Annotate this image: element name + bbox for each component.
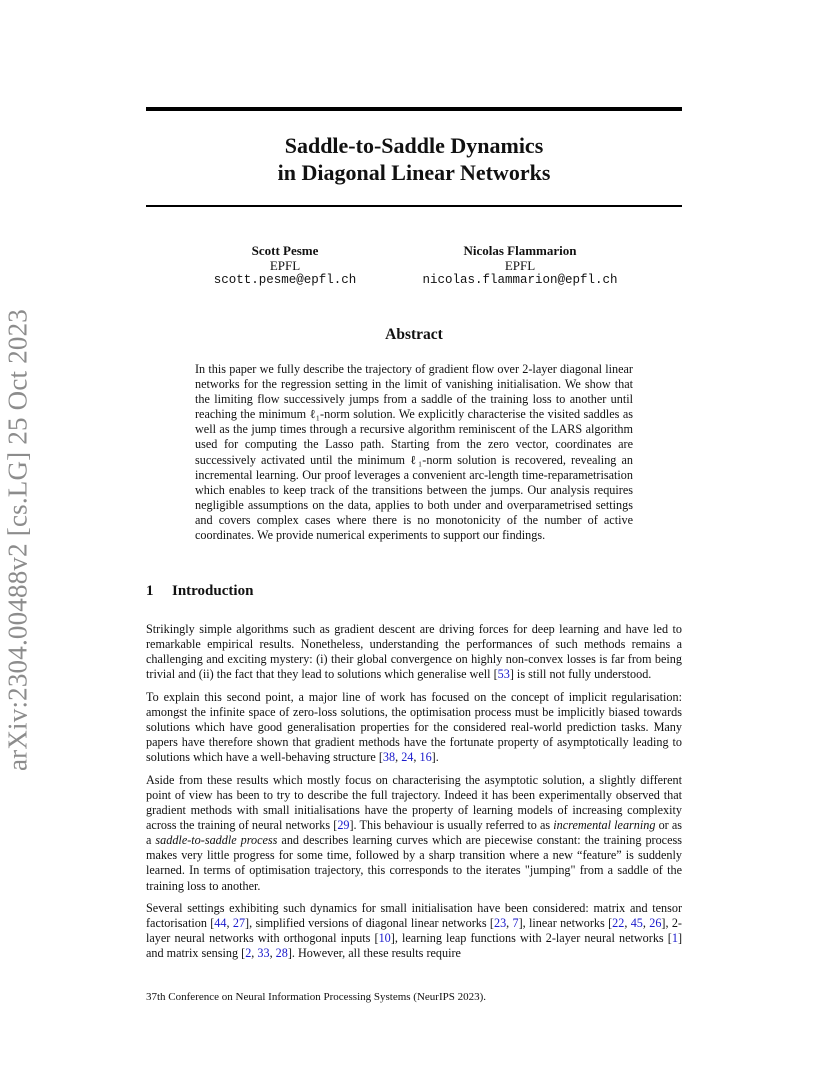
citation-link[interactable]: 1 bbox=[671, 931, 678, 946]
author-name: Nicolas Flammarion bbox=[463, 243, 577, 258]
abstract-text-3: -norm solution is recovered, revealing an incremental learning. Our proof leverages a convenient arc-length time-reparametrisation which enables to keep track of the transitions between the jumps. Our analysis requires negligible assumptions on the data, applies to both under and overparametrised settings and covers complex cases where there is no monotonicity of the number of active coordinates. We provide numerical experiments to support our findings. bbox=[195, 452, 633, 543]
paragraph-text: ]. However, all these results require bbox=[287, 946, 461, 961]
citation-link[interactable]: 27 bbox=[232, 916, 246, 931]
title-line-2: in Diagonal Linear Networks bbox=[277, 160, 551, 185]
paragraph-text: Several settings exhibiting such dynamics for small initialisation have been considered: matrix and tensor factorisation [ bbox=[146, 901, 682, 931]
citation-link[interactable]: 33 bbox=[257, 946, 270, 961]
intro-paragraph-2: To explain this second point, a major line of work has focused on the concept of implicit regularisation: amongst the infinite space of zero-loss solutions, the optimisation process must be implicitly biased towards solutions which have good generalisation properties for the considered real-world prediction tasks. Many papers have therefore shown that gradient methods have the fortunate property of asymptotically leading to solutions which have a well-behaving structure [38, 24, 16]. bbox=[146, 689, 682, 765]
title-line-1: Saddle-to-Saddle Dynamics bbox=[284, 133, 544, 158]
author-affiliation: EPFL bbox=[269, 258, 301, 273]
citation-link[interactable]: 38 bbox=[382, 750, 396, 765]
citation-link[interactable]: 10 bbox=[378, 931, 391, 946]
paragraph-text: ]. bbox=[431, 750, 439, 765]
paper-title bbox=[146, 132, 682, 186]
introduction-body bbox=[146, 622, 682, 969]
title-bottom-rule bbox=[146, 205, 682, 207]
paragraph-text: To explain this second point, a major line of work has focused on the concept of implicit regularisation: amongst the infinite space of zero-loss solutions, the optimisation process must be implicitly biased towards solutions which have good generalisation properties for the considered real-world prediction tasks. Many papers have therefore shown that gradient methods have the fortunate property of asymptotically leading to solutions which have a well-behaving structure [ bbox=[146, 689, 682, 765]
citation-link[interactable]: 28 bbox=[275, 946, 288, 961]
title-top-rule bbox=[146, 107, 682, 111]
paragraph-text: ], linear networks [ bbox=[518, 916, 613, 931]
intro-paragraph-3 bbox=[146, 773, 682, 894]
citation-link[interactable]: 53 bbox=[497, 667, 510, 682]
citation-link[interactable]: 29 bbox=[337, 818, 350, 833]
citation-link[interactable]: 23 bbox=[493, 916, 507, 931]
paragraph-text: and describes learning curves which are piecewise constant: the training process makes very little progress for some time, followed by a sharp transition where a new “feature” is suddenly learned. In terms of optimisation trajectory, this corresponds to the iterates "jumping" from a saddle of the training loss to another. bbox=[146, 833, 682, 893]
paragraph-text: ], learning leap functions with 2-layer neural networks [ bbox=[390, 931, 672, 946]
paragraph-text: ] is still not fully understood. bbox=[509, 667, 652, 682]
author-name: Scott Pesme bbox=[251, 243, 319, 258]
citation-link[interactable]: 22 bbox=[612, 916, 625, 931]
paragraph-text: or as a bbox=[146, 818, 682, 848]
paragraph-text: ], 2-layer neural networks with orthogonal inputs [ bbox=[146, 916, 682, 946]
intro-paragraph-4: Several settings exhibiting such dynamics for small initialisation have been considered: matrix and tensor factorisation [44, 27], simplified versions of diagonal linear networks [23, 7], linear networks [22, 45, 26], 2-layer neural networks with orthogonal inputs [10], learning leap functions with 2-layer neural networks [1] and matrix sensing [2, 33, 28]. However, all these results require bbox=[146, 901, 682, 961]
emphasis-term: incremental learning bbox=[553, 818, 656, 833]
paragraph-text: ], simplified versions of diagonal linear networks [ bbox=[245, 916, 494, 931]
author-block-1 bbox=[180, 243, 390, 288]
citation-link[interactable]: 45 bbox=[630, 916, 643, 931]
section-number: 1 bbox=[146, 583, 154, 599]
conference-footer: 37th Conference on Neural Information Processing Systems (NeurIPS 2023). bbox=[146, 991, 487, 1003]
paragraph-text: Strikingly simple algorithms such as gradient descent are driving forces for deep learning and have led to remarkable empirical results. Nonetheless, understanding the performances of such methods remains a challenging and exciting mystery: (i) their global convergence on highly non-convex losses is far from being trivial and (ii) the fact that they lead to solutions which generalise well [ bbox=[146, 622, 682, 682]
citation-link[interactable]: 7 bbox=[512, 916, 519, 931]
citation-link[interactable]: 26 bbox=[649, 916, 662, 931]
l1-norm-symbol: ℓ₁ bbox=[309, 407, 321, 422]
paragraph-text: ]. This behaviour is usually referred to as bbox=[349, 818, 554, 833]
paragraph-text: ] and matrix sensing [ bbox=[146, 931, 682, 961]
arxiv-identifier: arXiv:2304.00488v2 [cs.LG] 25 Oct 2023 bbox=[2, 308, 33, 772]
section-heading-introduction bbox=[146, 583, 253, 600]
paragraph-text: Aside from these results which mostly focus on characterising the asymptotic solution, a slightly different point of view has been to try to describe the full trajectory. Indeed it has been experimentally observed that gradient methods with small initialisations have the property of learning models of increasing complexity across the training of neural networks [ bbox=[146, 772, 682, 833]
l1-norm-symbol: ℓ₁ bbox=[410, 452, 423, 467]
author-email[interactable]: nicolas.flammarion@epfl.ch bbox=[422, 273, 618, 287]
emphasis-term: saddle-to-saddle process bbox=[155, 833, 278, 848]
citation-link[interactable]: 2 bbox=[245, 946, 252, 961]
author-block-2 bbox=[410, 243, 630, 288]
author-email[interactable]: scott.pesme@epfl.ch bbox=[213, 273, 357, 287]
section-title: Introduction bbox=[172, 583, 254, 599]
author-affiliation: EPFL bbox=[504, 258, 536, 273]
intro-paragraph-1 bbox=[146, 622, 682, 682]
arxiv-stamp bbox=[0, 310, 38, 770]
abstract-text-1: In this paper we fully describe the trajectory of gradient flow over 2-layer diagonal linear networks for the regression setting in the limit of vanishing initialisation. We show that the limiting flow successively jumps from a saddle of the training loss to another until reaching the minimum bbox=[195, 362, 633, 422]
citation-link[interactable]: 24 bbox=[401, 750, 414, 765]
abstract-heading: Abstract bbox=[385, 326, 443, 343]
abstract-text-2: -norm solution. We explicitly characterise the visited saddles as well as the jump times through a recursive algorithm reminiscent of the LARS algorithm used for computing the Lasso path. Starting from the zero vector, coordinates are successively activated until the minimum bbox=[195, 407, 633, 467]
citation-link[interactable]: 44 bbox=[214, 916, 227, 931]
abstract-body bbox=[195, 362, 633, 543]
citation-link[interactable]: 16 bbox=[419, 750, 432, 765]
